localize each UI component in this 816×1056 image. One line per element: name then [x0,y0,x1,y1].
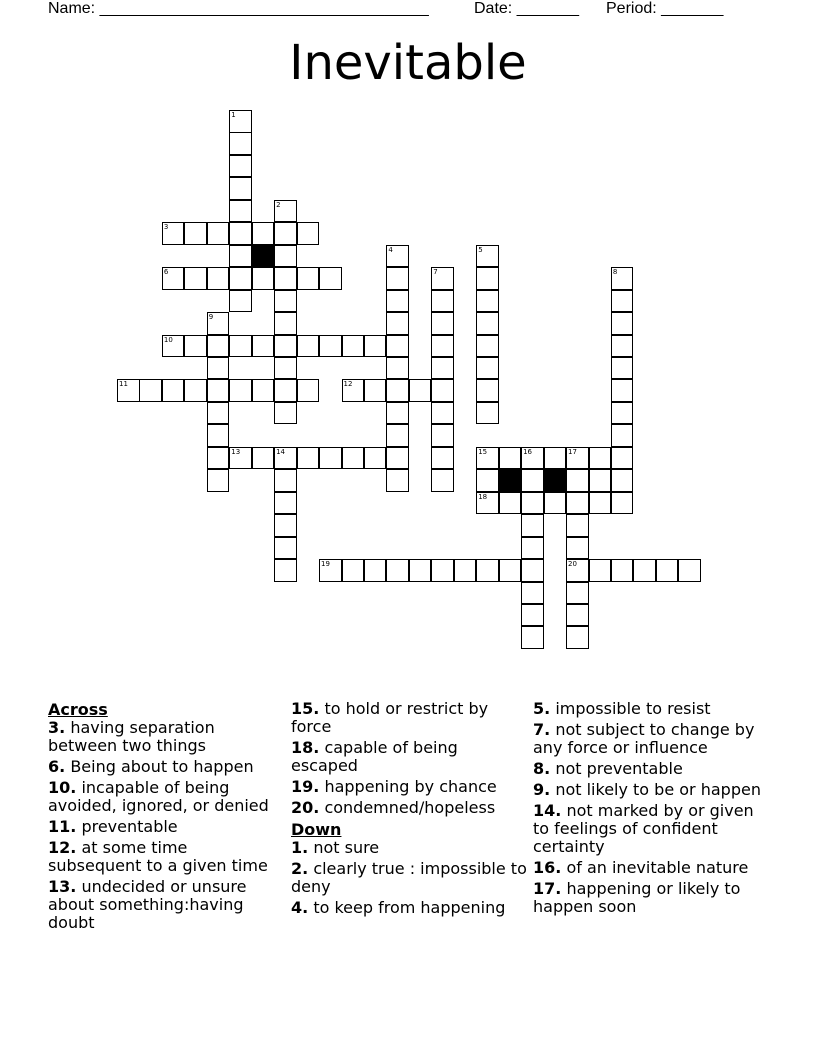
clue-number: 20 [568,560,577,568]
grid-cell[interactable] [431,267,454,290]
grid-cell[interactable] [229,290,252,313]
grid-cell[interactable] [521,559,544,582]
grid-cell[interactable] [342,447,365,470]
across-heading: Across [48,700,108,719]
clues-column-3 [533,700,769,919]
grid-cell[interactable] [499,447,522,470]
grid-cell[interactable] [476,312,499,335]
grid-cell[interactable] [431,447,454,470]
grid-cell[interactable] [431,357,454,380]
grid-cell[interactable] [386,379,409,402]
grid-cell[interactable] [611,559,634,582]
grid-cell[interactable] [274,492,297,515]
grid-cell[interactable] [252,335,275,358]
black-cell [252,245,275,268]
grid-cell[interactable] [476,335,499,358]
grid-cell[interactable] [364,335,387,358]
grid-cell[interactable] [207,424,230,447]
grid-cell[interactable] [431,469,454,492]
grid-cell[interactable] [364,447,387,470]
grid-cell[interactable] [229,335,252,358]
grid-cell[interactable] [252,222,275,245]
grid-cell[interactable] [297,222,320,245]
grid-cell[interactable] [521,469,544,492]
clue-number: 10 [163,335,173,344]
grid-cell[interactable] [252,447,275,470]
date-label: Date: [474,0,513,17]
period-field [606,0,723,18]
grid-cell[interactable] [476,559,499,582]
grid-cell[interactable] [207,379,230,402]
grid-cell[interactable] [252,379,275,402]
grid-cell[interactable] [319,267,342,290]
across-clue: 6. Being about to happen [48,757,254,776]
grid-cell[interactable] [386,357,409,380]
down-clue: 9. not likely to be or happen [533,780,761,799]
grid-cell[interactable] [342,335,365,358]
down-clue: 7. not subject to change by any force or influence [533,720,755,757]
grid-cell[interactable] [274,200,297,223]
grid-cell[interactable] [409,559,432,582]
across-clue: 11. preventable [48,817,178,836]
grid-cell[interactable] [589,559,612,582]
down-clue: 17. happening or likely to happen soon [533,879,741,916]
name-label: Name: [48,0,96,17]
date-blank[interactable]: _______ [516,0,579,17]
grid-cell[interactable] [678,559,701,582]
grid-cell[interactable] [566,604,589,627]
grid-cell[interactable] [386,290,409,313]
across-clue-list [48,719,284,932]
grid-cell[interactable] [431,424,454,447]
grid-cell[interactable] [162,222,185,245]
page-title: Inevitable [289,35,527,91]
grid-cell[interactable] [274,514,297,537]
grid-cell[interactable] [274,559,297,582]
grid-cell[interactable] [409,379,432,402]
grid-cell[interactable] [499,492,522,515]
down-heading: Down [291,820,342,839]
grid-cell[interactable] [207,267,230,290]
grid-cell[interactable] [274,379,297,402]
clue-number: 11 [119,380,128,389]
grid-cell[interactable] [454,559,477,582]
grid-cell[interactable] [544,447,567,470]
down-clue: 2. clearly true : impossible to deny [291,859,527,896]
grid-cell[interactable] [611,335,634,358]
black-cell [499,469,522,492]
grid-cell[interactable] [229,155,252,178]
grid-cell[interactable] [162,335,185,358]
grid-cell[interactable] [274,290,297,313]
grid-cell[interactable] [566,447,589,470]
grid-cell[interactable] [207,222,230,245]
grid-cell[interactable] [229,132,252,155]
grid-cell[interactable] [117,379,140,402]
grid-cell[interactable] [184,335,207,358]
grid-cell[interactable] [566,537,589,560]
down-clue-list [291,839,527,917]
grid-cell[interactable] [611,290,634,313]
clue-number: 18 [478,492,488,501]
grid-cell[interactable] [386,312,409,335]
grid-cell[interactable] [633,559,656,582]
grid-cell[interactable] [319,559,342,582]
clue-number: 12 [343,380,353,389]
clue-number: 6 [163,268,169,277]
clue-number: 17 [568,447,577,456]
grid-cell[interactable] [566,514,589,537]
grid-cell[interactable] [611,469,634,492]
grid-cell[interactable] [229,110,252,133]
grid-cell[interactable] [611,379,634,402]
grid-cell[interactable] [386,424,409,447]
clue-number: 13 [231,447,241,456]
down-clue: 1. not sure [291,838,380,857]
grid-cell[interactable] [431,312,454,335]
grid-cell[interactable] [252,267,275,290]
grid-cell[interactable] [229,177,252,200]
grid-cell[interactable] [386,559,409,582]
grid-cell[interactable] [656,559,679,582]
across-clue: 18. capable of being escaped [291,738,458,775]
down-clue: 4. to keep from happening [291,898,506,917]
grid-cell[interactable] [431,402,454,425]
grid-cell[interactable] [386,447,409,470]
grid-cell[interactable] [566,582,589,605]
grid-cell[interactable] [229,447,252,470]
down-clue: 8. not preventable [533,759,683,778]
clue-number: 8 [612,268,618,277]
grid-cell[interactable] [162,267,185,290]
grid-cell[interactable] [431,335,454,358]
grid-cell[interactable] [544,492,567,515]
grid-cell[interactable] [476,267,499,290]
grid-cell[interactable] [274,469,297,492]
grid-cell[interactable] [566,469,589,492]
grid-cell[interactable] [229,200,252,223]
grid-cell[interactable] [274,222,297,245]
grid-cell[interactable] [207,312,230,335]
across-clue: 15. to hold or restrict by force [291,699,489,736]
grid-cell[interactable] [589,492,612,515]
across-clue: 13. undecided or unsure about something:having doubt [48,877,247,932]
grid-cell[interactable] [521,447,544,470]
grid-cell[interactable] [207,335,230,358]
grid-cell[interactable] [476,402,499,425]
grid-cell[interactable] [521,537,544,560]
down-clue: 5. impossible to resist [533,699,711,718]
grid-cell[interactable] [521,604,544,627]
clue-number: 4 [388,245,393,254]
grid-cell[interactable] [184,267,207,290]
period-label: Period: [606,0,657,17]
grid-cell[interactable] [611,357,634,380]
grid-cell[interactable] [589,447,612,470]
grid-cell[interactable] [521,626,544,649]
grid-cell[interactable] [611,447,634,470]
grid-cell[interactable] [342,559,365,582]
grid-cell[interactable] [229,379,252,402]
grid-cell[interactable] [566,559,589,582]
grid-cell[interactable] [431,290,454,313]
clue-number: 7 [433,268,438,277]
name-blank[interactable]: _____________________________________ [99,0,429,17]
grid-cell[interactable] [521,514,544,537]
grid-cell[interactable] [611,267,634,290]
grid-cell[interactable] [319,335,342,358]
grid-cell[interactable] [521,582,544,605]
grid-cell[interactable] [274,267,297,290]
name-field [48,0,429,18]
clue-number: 19 [321,560,330,568]
clues-column-1 [48,700,284,935]
grid-cell[interactable] [297,447,320,470]
grid-cell[interactable] [162,379,185,402]
clue-number: 1 [231,111,236,119]
grid-cell[interactable] [386,335,409,358]
grid-cell[interactable] [297,379,320,402]
grid-cell[interactable] [476,379,499,402]
across-clue: 12. at some time subsequent to a given time [48,838,268,875]
across-clue: 10. incapable of being avoided, ignored, or denied [48,778,269,815]
grid-cell[interactable] [476,492,499,515]
grid-cell[interactable] [274,335,297,358]
grid-cell[interactable] [476,245,499,268]
clue-number: 3 [163,223,169,232]
grid-cell[interactable] [386,402,409,425]
grid-cell[interactable] [274,537,297,560]
grid-cell[interactable] [342,379,365,402]
across-clue: 19. happening by chance [291,777,497,796]
period-blank[interactable]: _______ [661,0,724,17]
grid-cell[interactable] [207,402,230,425]
grid-cell[interactable] [476,290,499,313]
grid-cell[interactable] [274,245,297,268]
grid-cell[interactable] [184,222,207,245]
grid-cell[interactable] [229,222,252,245]
clue-number: 5 [478,245,483,254]
grid-cell[interactable] [229,245,252,268]
black-cell [544,469,567,492]
grid-cell[interactable] [229,267,252,290]
grid-cell[interactable] [521,492,544,515]
grid-cell[interactable] [274,312,297,335]
grid-cell[interactable] [566,492,589,515]
grid-cell[interactable] [319,447,342,470]
grid-cell[interactable] [184,379,207,402]
grid-cell[interactable] [274,402,297,425]
grid-cell[interactable] [207,447,230,470]
grid-cell[interactable] [274,447,297,470]
grid-cell[interactable] [364,559,387,582]
clue-number: 16 [523,447,533,456]
grid-cell[interactable] [386,469,409,492]
date-field [474,0,579,18]
grid-cell[interactable] [589,469,612,492]
grid-cell[interactable] [274,357,297,380]
down-clue: 16. of an inevitable nature [533,858,749,877]
grid-cell[interactable] [611,312,634,335]
grid-cell[interactable] [297,267,320,290]
across-clue: 20. condemned/hopeless [291,798,496,817]
grid-cell[interactable] [476,447,499,470]
grid-cell[interactable] [431,379,454,402]
clue-number: 2 [276,200,281,209]
across-clue: 3. having separation between two things [48,718,215,755]
grid-cell[interactable] [476,357,499,380]
grid-cell[interactable] [566,626,589,649]
grid-cell[interactable] [499,559,522,582]
down-clue: 14. not marked by or given to feelings of confident certainty [533,801,754,856]
grid-cell[interactable] [611,424,634,447]
grid-cell[interactable] [386,245,409,268]
clues-column-2 [291,700,527,920]
clue-number: 9 [208,313,214,321]
grid-cell[interactable] [386,267,409,290]
clue-number: 15 [478,447,488,456]
grid-cell[interactable] [476,469,499,492]
grid-cell[interactable] [611,492,634,515]
grid-cell[interactable] [611,402,634,425]
clue-number: 14 [276,447,286,456]
grid-cell[interactable] [364,379,387,402]
grid-cell[interactable] [139,379,162,402]
grid-cell[interactable] [431,559,454,582]
grid-cell[interactable] [207,357,230,380]
grid-cell[interactable] [207,469,230,492]
grid-cell[interactable] [297,335,320,358]
